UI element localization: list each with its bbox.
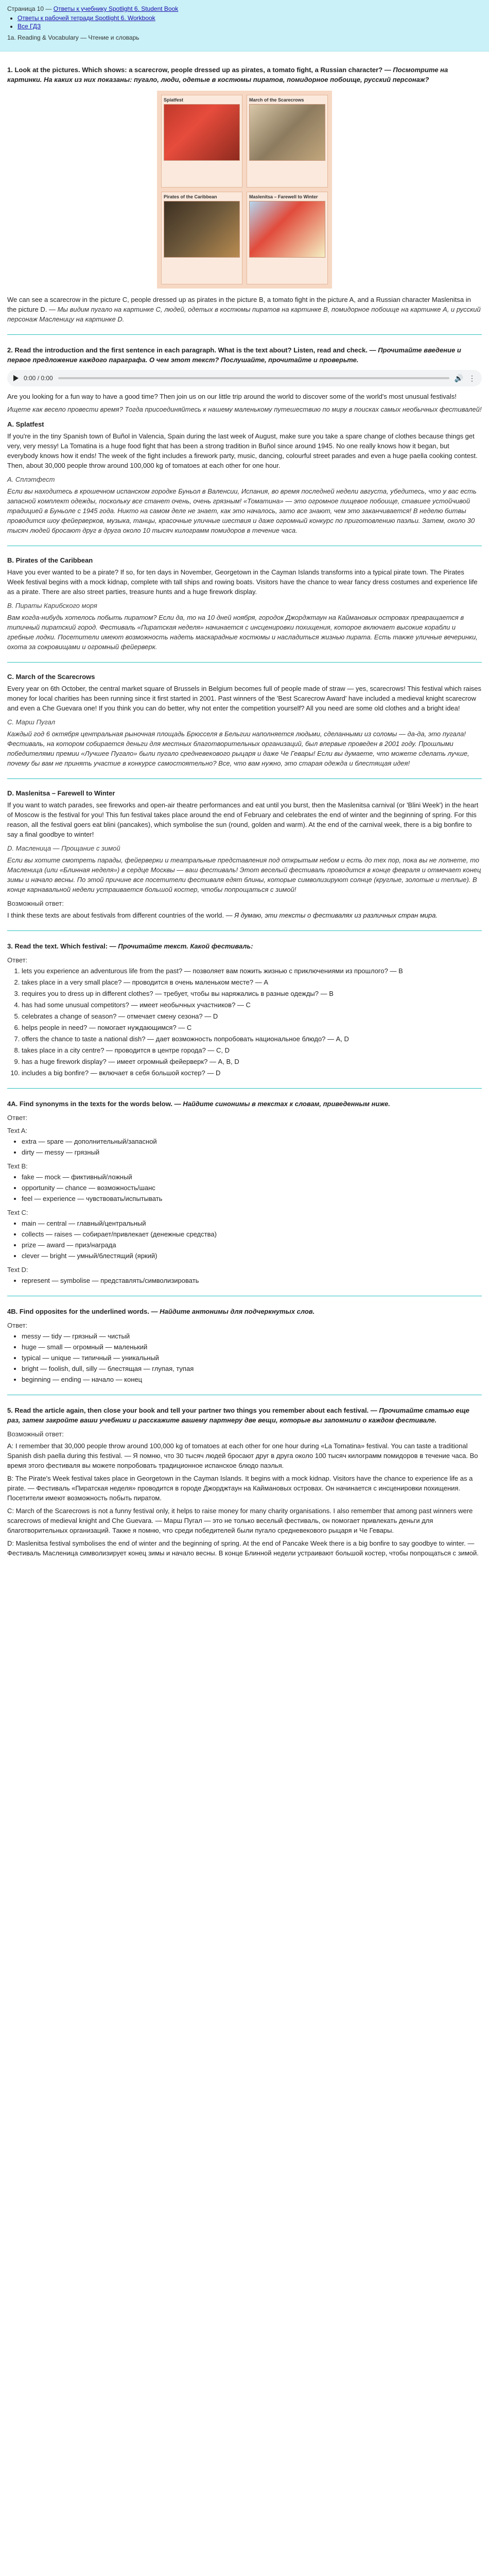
intro-text: Are you looking for a fun way to have a good time? Then join us on our little trip around the world to discover some of the world's most unusual festivals!: [7, 393, 457, 400]
textbook-page-image: [157, 91, 332, 289]
picture-caption: Maslenitsa – Farewell to Winter: [249, 194, 318, 199]
list-item: • dirty — messy — грязный: [22, 1147, 482, 1157]
play-icon[interactable]: [13, 375, 19, 381]
separator: [7, 778, 482, 779]
answer-en: We can see a scarecrow in the picture C, people dressed up as pirates in the picture B, a tomato fight in the picture A, and a Russian character Maslenitsa in the picture D.: [7, 296, 471, 313]
group-label: Text A:: [7, 1127, 28, 1134]
question-1-title: 1. Look at the pictures. Which shows: a scarecrow, people dressed up as pirates, a tomato fight, a Russian character? — Посмотрите на картинки. На каких из них показаны: пугало, люди, одетые в костюмы пиратов, помидорное побоище, русский персонаж?: [7, 66, 448, 83]
answer-paragraph: B: The Pirate's Week festival takes place in Georgetown in the Cayman Islands. It begins with a mock kidnap. Visitors have the chance to experience life as a pirate. — Фестиваль «Пиратская неделя» проводится в городе Джорджтаун на Каймановых островах. Он начинается с инсценировки похищения. Посетители имеют возможность побыть пиратом.: [7, 1475, 473, 1502]
workbook-link[interactable]: Ответы к рабочей тетради Spotlight 6. Workbook: [18, 14, 155, 22]
list-item: • fake — mock — фиктивный/ложный: [22, 1172, 482, 1182]
separator: [7, 1088, 482, 1089]
list-item: 5. celebrates a change of season? — отмечает смену сезона? — D: [22, 1011, 482, 1021]
section-a-text: If you're in the tiny Spanish town of Buñol in Valencia, Spain during the last week of August, make sure you take a spare change of clothes because things get very, very messy! La Tomatina is a huge food fight that has been a strong tradition in Buñol since around 1945. No one really knows how it began, but everybody knows how it ends! The week of the fight includes a firework party, music, dancing, colourful street parades and even a huge paella cooking contest. Then, about 30,000 people throw around 100,000 kg of tomatoes at each other for one hour.: [7, 432, 478, 469]
audio-time: 0:00 / 0:00: [24, 375, 53, 382]
section-b-title: B. Pirates of the Caribbean: [7, 556, 93, 564]
possible-answer: I think these texts are about festivals from different countries of the world. — Я думаю, эти тексты о фестивалях из различных стран мира.: [7, 911, 438, 919]
list-item: 8. takes place in a city centre? — проводится в центре города? — C, D: [22, 1045, 482, 1055]
separator: [7, 334, 482, 335]
top-navigation: [0, 0, 489, 52]
section-d-text-ru: Если вы хотите смотреть парады, фейерверки и театральные представления под открытым небом и есть до тех пор, пока вы не лопнете, то Масленица (или «Блинная неделя») в сердце Москвы — ваш фестиваль! Этот веселый фестиваль проводится в конце февраля и отмечает конец зимы и начало весны. По этой причине все посетители фестиваля едят блины, которые символизируют солнце (круглые, золотые и теплые). В конце карнавальной недели устраивается большой костер, чтобы попрощаться с зимой!: [7, 856, 481, 893]
section-d-title-ru: D. Масленица — Прощание с зимой: [7, 844, 120, 852]
question-3-title: 3. Read the text. Which festival: — Прочитайте текст. Какой фестиваль:: [7, 942, 253, 950]
nav-links: [7, 14, 482, 30]
section-c-text: Every year on 6th October, the central market square of Brussels in Belgium becomes full of people made of straw — yes, scarecrows! This festival which raises money for local charities has been running since it first started in 2001. Past winners of the 'Best Scarecrow Award' have included a medieval knight scarecrow and even a Che Guevara one! If you think you can do better, why not enter the competition yourself? All you need are some old clothes and a bright idea!: [7, 685, 481, 712]
list-item: 9. has a huge firework display? — имеет огромный фейерверк? — A, B, D: [22, 1057, 482, 1066]
question-text: 4A. Find synonyms in the texts for the words below.: [7, 1100, 172, 1108]
volume-icon[interactable]: 🔊: [454, 374, 463, 382]
question-2-title: 2. Read the introduction and the first sentence in each paragraph. What is the text about? Listen, read and check. — Прочитайте введение и первое предложение каждого параграфа. О чем этот текст? Послушайте, прочитайте и проверьте.: [7, 346, 461, 364]
section-b-text: Have you ever wanted to be a pirate? If so, for ten days in November, Georgetown in the Cayman Islands transforms into a typical pirate town. The Pirates Week festival begins with a mock kidnap, complete with tall ships and rowing boats. Visitors have the chance to wear fancy dress costumes and experience life as a pirate. There are also street parties, treasure hunts and a huge firework display.: [7, 568, 478, 596]
question-text-ru: Посмотрите на картинки. На каких из них показаны: пугало, люди, одетые в костюмы пиратов, помидорное побоище, русский персонаж?: [7, 66, 448, 83]
section-d-title: D. Maslenitsa – Farewell to Winter: [7, 789, 115, 797]
breadcrumb: 1a. Reading & Vocabulary — Чтение и словарь: [7, 34, 139, 41]
audio-progress-bar[interactable]: [58, 377, 449, 379]
page-prefix: Страница 10 —: [7, 5, 52, 12]
all-gdz-link[interactable]: Все ГДЗ: [18, 23, 41, 30]
question-text: 4B. Find opposites for the underlined words.: [7, 1308, 149, 1315]
list-item: 2. takes place in a very small place? — проводится в очень маленьком месте? — A: [22, 977, 482, 987]
nav-item: [18, 14, 482, 22]
nav-item: [18, 23, 482, 30]
answer-text: We can see a scarecrow in the picture C, people dressed up as pirates in the picture B, a tomato fight in the picture A, and a Russian character Maslenitsa in the picture D. — Мы видим пугало на картинке С, людей, одетых в костюмы пиратов на картинке В, помидорное побоище на картинке А, и русский персонаж Масленицу на картинке D.: [7, 296, 481, 323]
question-text: 3. Read the text. Which festival:: [7, 942, 108, 950]
list-item: • messy — tidy — грязный — чистый: [22, 1331, 482, 1341]
list-item: • feel — experience — чувствовать/испытывать: [22, 1194, 482, 1204]
list-item: • typical — unique — типичный — уникальный: [22, 1353, 482, 1363]
more-options-icon[interactable]: ⋮: [468, 374, 476, 382]
question-text-ru: Прочитайте статью еще раз, затем закройте ваши учебники и расскажите вашему партнеру две вещи, которые вы запомнили о каждом фестивале.: [7, 1406, 469, 1424]
picture-caption: Spiatfest: [164, 97, 184, 103]
group-label: Text C:: [7, 1209, 28, 1216]
possible-answer-label: Возможный ответ:: [7, 900, 64, 907]
synonym-list: [7, 1276, 482, 1285]
list-item: • extra — spare — дополнительный/запасной: [22, 1137, 482, 1146]
list-item: 6. helps people in need? — помогает нуждающимся? — C: [22, 1023, 482, 1032]
answer-label: Ответ:: [7, 1114, 28, 1122]
possible-answer-en: I think these texts are about festivals from different countries of the world.: [7, 911, 224, 919]
list-item: • clever — bright — умный/блестящий (яркий): [22, 1251, 482, 1261]
picture-caption: Pirates of the Caribbean: [164, 194, 217, 199]
list-item: • bright — foolish, dull, silly — блестящая — глупая, тупая: [22, 1364, 482, 1374]
section-c-title: C. March of the Scarecrows: [7, 673, 95, 681]
question-4a-title: 4A. Find synonyms in the texts for the words below. — Найдите синонимы в текстах к словам, приведенным ниже.: [7, 1100, 390, 1108]
list-item: 7. offers the chance to taste a national dish? — дает возможность попробовать национальное блюдо? — A, D: [22, 1034, 482, 1044]
possible-answer-ru: Я думаю, эти тексты о фестивалях из различных стран мира.: [234, 911, 438, 919]
tomato-fight-photo: [164, 104, 240, 161]
list-item: 10. includes a big bonfire? — включает в себя большой костер? — D: [22, 1068, 482, 1078]
section-a-title: A. Splatfest: [7, 420, 44, 428]
picture-caption: March of the Scarecrows: [249, 97, 304, 103]
maslenitsa-photo: [249, 201, 325, 258]
answer-paragraph: C: March of the Scarecrows is not a funny festival only, it helps to raise money for many charity organisations. I also remember that among past winners were scarecrows of medieval knight and Che Guevara. — Марш Пугал — это не только веселый фестиваль, он помогает привлекать деньги для благотворительных организаций. Также я помню, что среди победителей были пугало средневекового рыцаря и Че Гевары.: [7, 1507, 473, 1534]
synonym-list: [7, 1218, 482, 1261]
answer-paragraph: A: I remember that 30,000 people throw around 100,000 kg of tomatoes at each other for one hour during «La Tomatina» festival. You can taste a traditional Spanish dish paella during this festival. — Я помню, что 30 тысяч людей бросают друг в друга около 100 тысяч килограмм помидоров в течение часа. Во время этого фестиваля вы можете попробовать традиционное испанское блюдо паэлья.: [7, 1442, 478, 1469]
list-item: • huge — small — огромный — маленький: [22, 1342, 482, 1352]
picture-b: [161, 192, 242, 284]
student-book-link[interactable]: Ответы к учебнику Spotlight 6. Student Book: [53, 5, 179, 12]
answer-label: Ответ:: [7, 1321, 28, 1329]
list-item: • main — central — главный/центральный: [22, 1218, 482, 1228]
separator: [7, 662, 482, 663]
picture-c: [247, 95, 328, 188]
page-heading: [7, 5, 482, 12]
question-text: 2. Read the introduction and the first sentence in each paragraph. What is the text about? Listen, read and check.: [7, 346, 368, 354]
list-item: • represent — symbolise — представлять/символизировать: [22, 1276, 482, 1285]
section-a-text-ru: Если вы находитесь в крошечном испанском городке Буньол в Валенсии, Испания, во время последней недели августа, убедитесь, что у вас есть запасной комплект одежды, поскольку все станет очень, очень грязным! «Томатина» — это огромное пищевое побоище, ставшее устойчивой традицией в Буньоле с 1945 года. Никто на самом деле не знает, как это началось, зато все знают, чем это заканчивается! В неделю битвы проводится шоу фейерверков, музыка, танцы, красочные уличные шествия и даже огромный конкурс по приготовлению паэльи. Затем, около 30 тысяч людей бросают друг в друга около 10 тысяч килограмм помидоров в течение часа.: [7, 487, 477, 534]
scarecrow-photo: [249, 104, 325, 161]
question-4b-title: 4B. Find opposites for the underlined words. — Найдите антонимы для подчеркнутых слов.: [7, 1308, 315, 1315]
separator: [7, 930, 482, 931]
synonym-list: [7, 1137, 482, 1157]
question-text-ru: Найдите антонимы для подчеркнутых слов.: [160, 1308, 315, 1315]
group-label: Text B:: [7, 1162, 28, 1170]
list-item: 4. has had some unusual competitors? — имеет необычных участников? — C: [22, 1000, 482, 1010]
opposites-list: [7, 1331, 482, 1384]
section-a-title-ru: А. Сплэтфест: [7, 476, 55, 483]
answer-paragraph: D: Maslenitsa festival symbolises the end of winter and the beginning of spring. At the end of Pancake Week there is a big bonfire to say goodbye to winter. — Фестиваль Масленица символизирует конец зимы и начало весны. В конце Блинной недели устраивают большой костер, чтобы попрощаться с зимой.: [7, 1539, 479, 1557]
question-text-ru: Прочитайте текст. Какой фестиваль:: [118, 942, 253, 950]
answer-ru: Мы видим пугало на картинке С, людей, одетых в костюмы пиратов на картинке В, помидорное побоище на картинке А, и русский персонаж Масленицу на картинке D.: [7, 306, 481, 323]
question-text: 5. Read the article again, then close your book and tell your partner two things you remember about each festival.: [7, 1406, 369, 1414]
section-c-text-ru: Каждый год 6 октября центральная рыночная площадь Брюсселя в Бельгии наполняется людьми, сделанными из соломы — да-да, это пугала! Фестиваль, на котором собирается деньги для местных благотворительных организаций, был впервые проведен в 2001 году. Прошлыми победителями премии «Лучшее Пугало» были пугало средневекового рыцаря и даже Че Гевары! Если вы думаете, что можете сделать лучше, почему бы вам не принять участие в конкурсе самостоятельно? Все, что вам нужно, это старая одежда и блестящая идея!: [7, 730, 469, 767]
main-content: [0, 52, 489, 1566]
section-b-title-ru: В. Пираты Карибского моря: [7, 602, 97, 609]
answer-label: Возможный ответ:: [7, 1430, 64, 1438]
answer-label: Ответ:: [7, 956, 28, 964]
group-label: Text D:: [7, 1266, 28, 1274]
question-text: 1. Look at the pictures. Which shows: a scarecrow, people dressed up as pirates, a tomato fight, a Russian character?: [7, 66, 383, 74]
intro-text-ru: Ищете как весело провести время? Тогда присоединяйтесь к нашему маленькому путешествию по миру в поисках самых необычных фестивалей!: [7, 405, 482, 413]
section-d-text: If you want to watch parades, see fireworks and open-air theatre performances and eat until you burst, then the Maslenitsa carnival (or 'Blini Week') in the heart of Moscow is the festival for you! This fun festival takes place around the end of February and celebrates the end of winter and the beginning of spring. For this reason, all the festival goers eat blini (pancakes), which symbolise the sun (round, golden and warm). At the end of the carnival week, there is a big bonfire to say a final goodbye to winter!: [7, 801, 479, 838]
list-item: 3. requires you to dress up in different clothes? — требует, чтобы вы наряжались в разные одежды? — B: [22, 989, 482, 998]
list-item: • beginning — ending — начало — конец: [22, 1375, 482, 1384]
list-item: • opportunity — chance — возможность/шанс: [22, 1183, 482, 1193]
picture-a: [161, 95, 242, 188]
pirates-photo: [164, 201, 240, 258]
list-item: 1. lets you experience an adventurous life from the past? — позволяет вам пожить жизнью с приключениями из прошлого? — B: [22, 966, 482, 976]
section-b-text-ru: Вам когда-нибудь хотелось побыть пиратом? Если да, то на 10 дней ноября, городок Джорджтаун на Каймановых островах превращается в типичный пиратский город. Фестиваль «Пиратская неделя» начинается с инсценировки похищения, которое включает высокие корабли и гребные лодки. Посетители имеют возможность надеть маскарадные костюмы и насладиться жизнью пирата. Есть также уличные вечеринки, охота за сокровищами и огромный фейерверк.: [7, 614, 478, 651]
section-c-title-ru: С. Марш Пугал: [7, 718, 56, 726]
list-item: • collects — raises — собирает/привлекает (денежные средства): [22, 1229, 482, 1239]
q3-answer-list: [7, 966, 482, 1078]
audio-player[interactable]: [7, 370, 482, 386]
question-5-title: 5. Read the article again, then close your book and tell your partner two things you remember about each festival. — Прочитайте статью еще раз, затем закройте ваши учебники и расскажите вашему партнеру две вещи, которые вы запомнили о каждом фестивале.: [7, 1406, 469, 1424]
question-text-ru: Прочитайте введение и первое предложение каждого параграфа. О чем этот текст? Послушайте, прочитайте и проверьте.: [7, 346, 461, 364]
picture-d: [247, 192, 328, 284]
list-item: • prize — award — приз/награда: [22, 1240, 482, 1250]
synonym-list: [7, 1172, 482, 1204]
question-text-ru: Найдите синонимы в текстах к словам, приведенным ниже.: [183, 1100, 390, 1108]
